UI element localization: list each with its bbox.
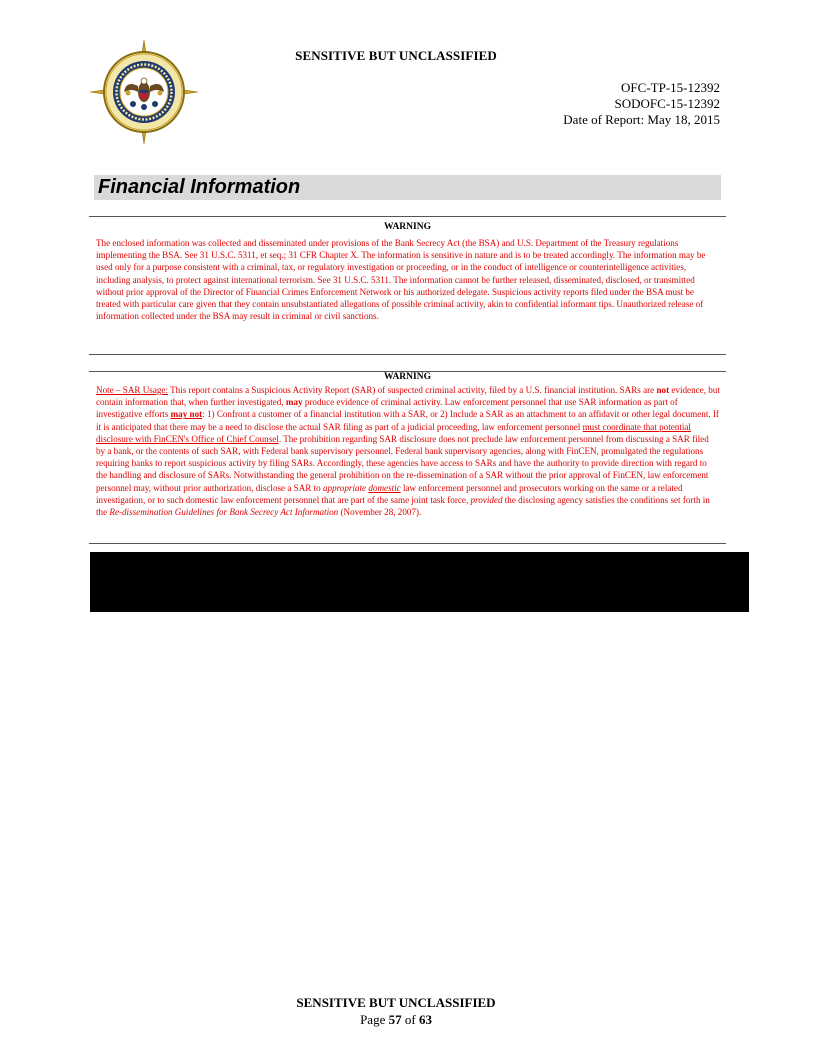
guidelines-title: Re-dissemination Guidelines for Bank Secrecy Act Information xyxy=(109,507,339,518)
report-reference-block xyxy=(563,80,720,128)
page-of-label: of xyxy=(401,1012,419,1027)
report-date: Date of Report: May 18, 2015 xyxy=(563,112,720,127)
page-total: 63 xyxy=(418,1012,432,1027)
page-label: Page xyxy=(360,1012,389,1027)
warning-text-segment: . The prohibition regarding SAR disclosure does not preclude law enforcement personnel from discussing a SAR filed by a bank, or the contents of such SAR, with Federal bank supervisory personnel. Federal bank supervisory agencies, along with FinCEN, promulgated the regulations requiring banks to report suspicious activity by filing SARs. Accordingly, these agencies have access to SARs and have the authority to provide direction with regard to the handling and disclosure of SARs. Notwithstanding the general prohibition on the re-dissemination of a SAR without the prior approval of FinCEN, law enforcement personnel may, without prior authorization, disclose a SAR to xyxy=(96,433,709,493)
bsa-warning-text: The enclosed information was collected and disseminated under provisions of the Bank Secrecy Act (the BSA) and U.S. Department of the Treasury regulations implementing the BSA. See 31 U.S.C. 5311, et seq.; 31 CFR Chapter X. The information is sensitive in nature and is to be treated accordingly. The information may be used only for a purpose consistent with a criminal, tax, or regulatory investigation or proceeding, or in the conduct of intelligence or counterintelligence activities, including analysis, to protect against international terrorism. See 31 U.S.C. 5311. The information cannot be further released, disseminated, disclosed, or transmitted without prior approval of the Director of Financial Crimes Enforcement Network or his authorized delegate. Suspicious activity reports filed under the BSA must be treated with particular care given that they contain unsubstantiated allegations of possible criminal activity, akin to confidential informant tips. Unauthorized release of information collected under the BSA may result in criminal or civil sanctions. xyxy=(96,238,706,322)
report-id-ofc: OFC-TP-15-12392 xyxy=(621,80,720,95)
warning-text-emphasis: not xyxy=(656,385,670,395)
warning-text-segment: (November 28, 2007). xyxy=(338,507,422,518)
redaction-block xyxy=(90,552,749,612)
warning-text-segment: law enforcement personnel and prosecutors working on the same or a related investigation, or to such domestic law enforcement personnel that are part of the same joint task force, xyxy=(96,482,683,505)
warning-text-emphasis: may not xyxy=(170,409,203,420)
warning-text-segment: evidence, but contain information that, when further investigated, xyxy=(96,385,720,408)
page-number xyxy=(0,1012,792,1028)
warning-text-underlined: must coordinate that potential disclosure with FinCEN's Office of Chief Counsel xyxy=(96,421,691,444)
warning-text-segment: : 1) Confront a customer of a financial institution with a SAR, or 2) Include a SAR as an attachment to an affidavit or other legal document. If it is anticipated that there may be a need to disclose the actual SAR filing as part of a judicial proceeding, law enforcement personnel xyxy=(96,409,719,432)
header-classification: SENSITIVE BUT UNCLASSIFIED xyxy=(295,48,497,63)
sar-usage-label: Note – SAR Usage: xyxy=(96,385,168,395)
warning-text-italic: appropriate xyxy=(322,482,369,493)
divider xyxy=(89,354,726,355)
section-title: Financial Information xyxy=(98,176,301,198)
warning-text-emphasis: may xyxy=(285,397,303,408)
footer-classification: SENSITIVE BUT UNCLASSIFIED xyxy=(296,995,496,1010)
warning-title: WARNING xyxy=(384,222,431,232)
divider xyxy=(89,543,726,544)
page-current: 57 xyxy=(388,1012,402,1027)
report-id-sodofc: SODOFC-15-12392 xyxy=(614,96,720,111)
sar-usage-warning-text xyxy=(96,384,720,518)
agency-seal-icon xyxy=(90,40,198,144)
warning-text-segment: produce evidence of criminal activity. Law enforcement personnel that use SAR information as part of investigative efforts xyxy=(96,397,678,420)
warning-text-italic: domestic xyxy=(368,482,401,493)
warning-text-segment: This report contains a Suspicious Activity Report (SAR) of suspected criminal activity, filed by a U.S. financial institution. SARs are xyxy=(168,385,657,395)
warning-text-segment: the disclosing agency satisfies the conditions set forth in the xyxy=(96,494,710,518)
warning-title: WARNING xyxy=(384,372,431,382)
section-header xyxy=(94,175,721,200)
divider xyxy=(89,216,726,217)
warning-text-italic: provided xyxy=(470,494,503,505)
